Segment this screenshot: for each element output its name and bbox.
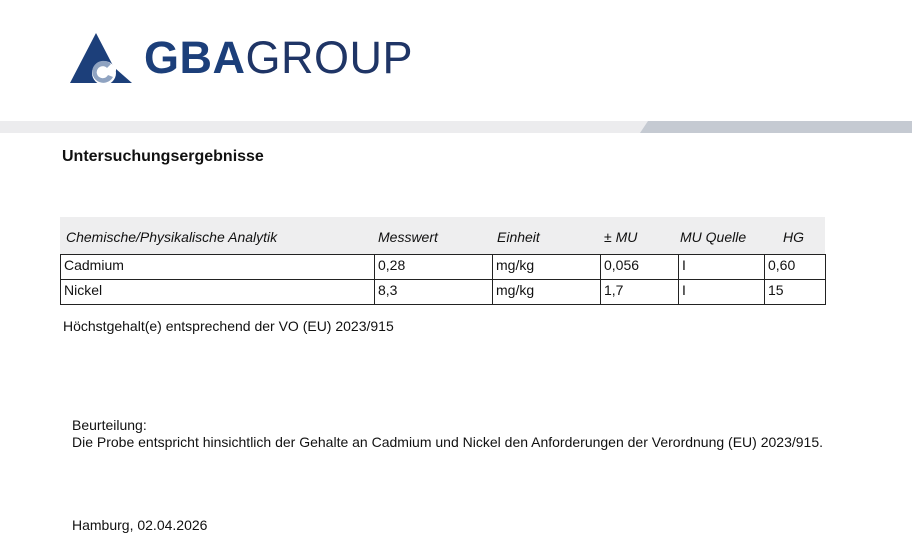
results-table-header — [60, 217, 825, 254]
column-header-analysis: Chemische/Physikalische Analytik — [66, 229, 278, 245]
header-band-accent — [640, 121, 912, 133]
limit-note: Höchstgehalt(e) entsprechend der VO (EU) 2023/915 — [63, 318, 394, 334]
gba-logo-mark-icon — [70, 33, 132, 83]
table-cell: 1,7 — [601, 280, 679, 305]
table-cell: mg/kg — [493, 280, 601, 305]
column-header-value: Messwert — [378, 229, 438, 245]
table-cell: 0,28 — [375, 255, 493, 280]
logo-wordmark — [144, 33, 413, 83]
assessment-text: Die Probe entspricht hinsichtlich der Gehalte an Cadmium und Nickel den Anforderungen der Verordnung (EU) 2023/915. — [72, 434, 823, 450]
gba-group-logo — [70, 30, 413, 86]
table-cell: 15 — [765, 280, 826, 305]
section-heading: Untersuchungsergebnisse — [62, 148, 264, 165]
table-cell: Cadmium — [61, 255, 375, 280]
table-row — [61, 255, 826, 280]
column-header-unit: Einheit — [497, 229, 540, 245]
logo-text-thin: GROUP — [245, 32, 414, 83]
place-date: Hamburg, 02.04.2026 — [72, 517, 208, 533]
logo-text-bold: GBA — [144, 32, 246, 83]
results-table — [60, 254, 826, 305]
table-cell: 8,3 — [375, 280, 493, 305]
table-row — [61, 280, 826, 305]
assessment-block — [72, 417, 892, 451]
table-cell: I — [679, 280, 765, 305]
assessment-label: Beurteilung: — [72, 417, 147, 433]
table-cell: mg/kg — [493, 255, 601, 280]
column-header-mu: ± MU — [604, 229, 638, 245]
table-cell: 0,60 — [765, 255, 826, 280]
table-cell: 0,056 — [601, 255, 679, 280]
table-cell: Nickel — [61, 280, 375, 305]
table-cell: I — [679, 255, 765, 280]
column-header-hg: HG — [783, 229, 804, 245]
column-header-mu-source: MU Quelle — [680, 229, 747, 245]
